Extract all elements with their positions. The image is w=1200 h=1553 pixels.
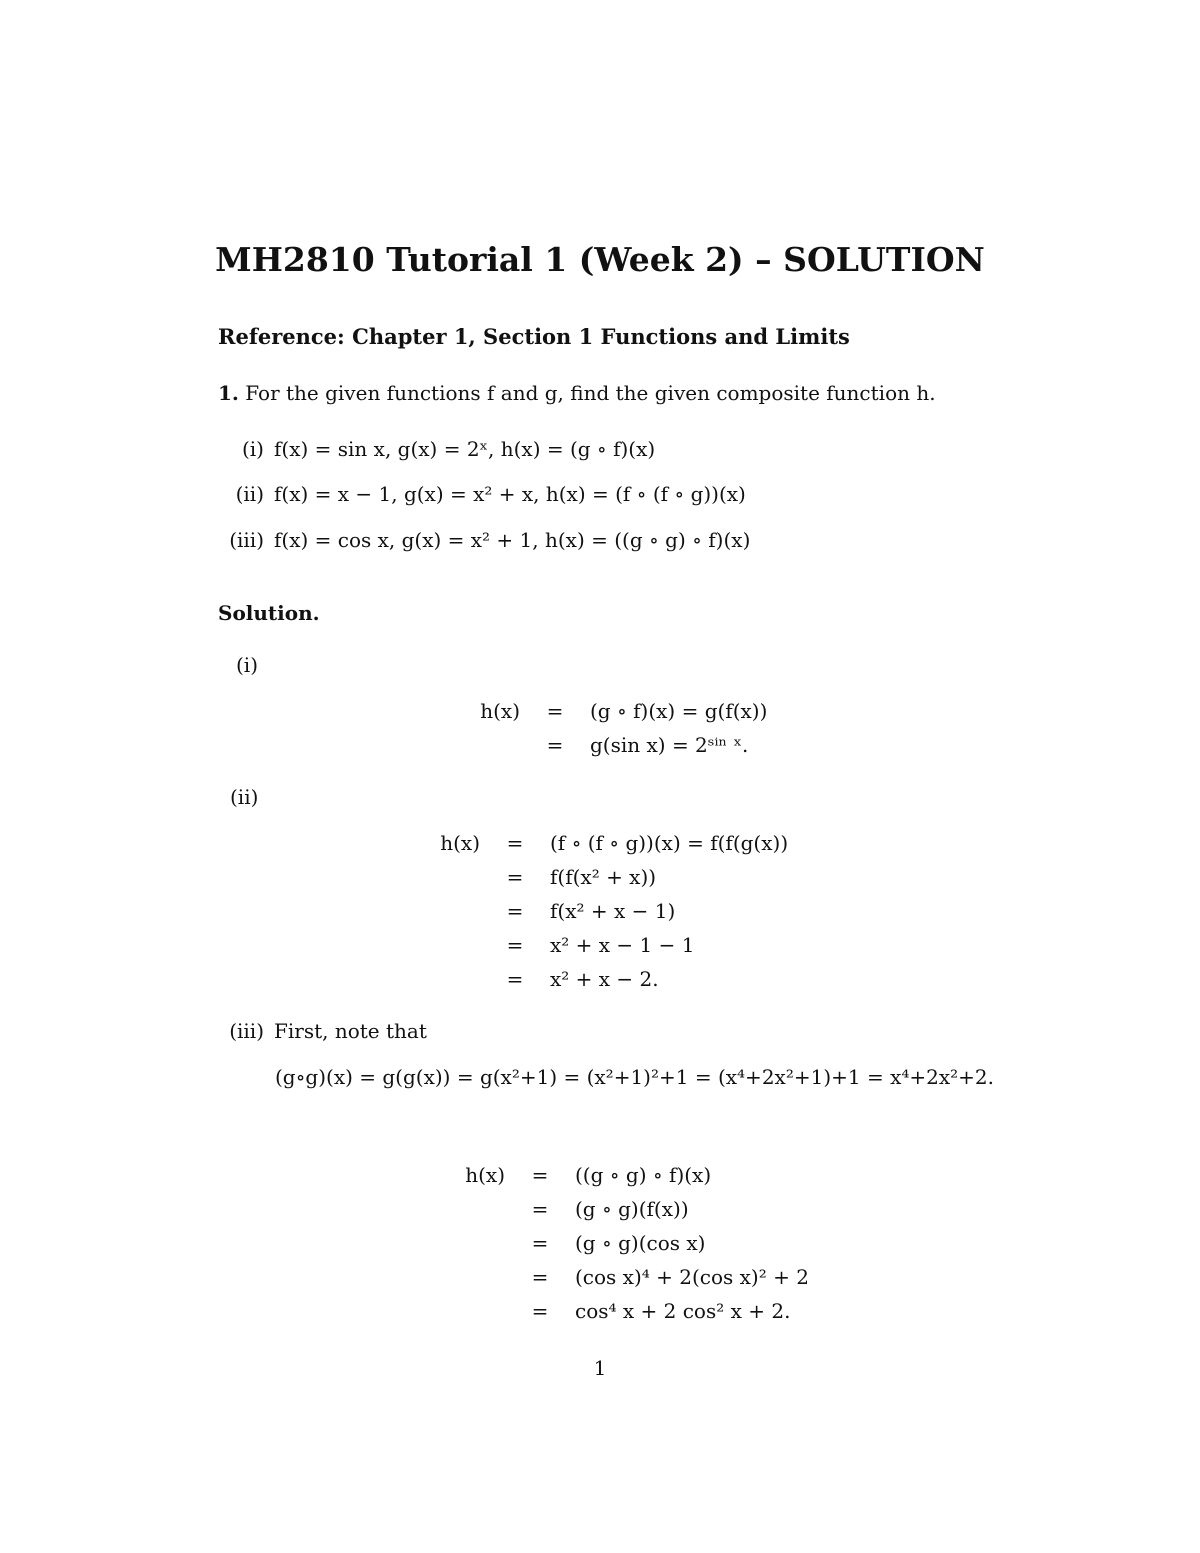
page-title: MH2810 Tutorial 1 (Week 2) – SOLUTION (215, 240, 985, 279)
part-text: f(x) = sin x, g(x) = 2ˣ, h(x) = (g ∘ f)(x) (274, 437, 656, 461)
solution-iii-heading (218, 1019, 427, 1043)
equation-rhs: f(f(x² + x)) (550, 865, 657, 889)
part-label: (iii) (229, 528, 264, 552)
equation-line (380, 962, 788, 996)
equation-lhs (405, 1192, 505, 1226)
page-number: 1 (593, 1356, 607, 1380)
equation-relation: = (546, 699, 564, 723)
equation-relation: = (506, 899, 524, 923)
equation-rhs: (cos x)⁴ + 2(cos x)² + 2 (575, 1265, 809, 1289)
equation-line (420, 728, 767, 762)
equation-rhs: (g ∘ g)(cos x) (575, 1231, 706, 1255)
equation-rhs: x² + x − 2. (550, 967, 659, 991)
equation-lhs (405, 1226, 505, 1260)
equation-relation: = (531, 1265, 549, 1289)
solution-iii-label: (iii) (229, 1019, 264, 1043)
equation-rhs: cos⁴ x + 2 cos² x + 2. (575, 1299, 791, 1323)
equation-rhs: f(x² + x − 1) (550, 899, 676, 923)
equation-relation: = (506, 831, 524, 855)
equation-line (405, 1192, 809, 1226)
equation-lhs: h(x) (465, 1163, 505, 1187)
equation-relation: = (506, 967, 524, 991)
solution-ii-label: (ii) (230, 785, 259, 809)
solution-iii-intro: First, note that (274, 1019, 427, 1043)
equation-lhs: h(x) (480, 699, 520, 723)
part-text: f(x) = cos x, g(x) = x² + 1, h(x) = ((g ∘ g) ∘ f)(x) (274, 528, 751, 552)
question-part-ii (218, 482, 746, 506)
equation-rhs: (g ∘ f)(x) = g(f(x)) (590, 699, 768, 723)
equation-line (380, 860, 788, 894)
question-part-i (218, 437, 655, 461)
equation-rhs: x² + x − 1 − 1 (550, 933, 695, 957)
solution-i-equations (420, 694, 767, 762)
equation-line (380, 894, 788, 928)
equation-relation: = (506, 865, 524, 889)
equation-lhs (380, 894, 480, 928)
equation-rhs: (f ∘ (f ∘ g))(x) = f(f(g(x)) (550, 831, 789, 855)
equation-rhs: (g ∘ g)(f(x)) (575, 1197, 689, 1221)
question-text: For the given functions f and g, find the given composite function h. (245, 381, 936, 405)
equation-lhs: h(x) (440, 831, 480, 855)
equation-lhs (380, 962, 480, 996)
equation-line (380, 928, 788, 962)
equation-line (405, 1294, 809, 1328)
equation-lhs (405, 1260, 505, 1294)
solution-iii-equations (405, 1158, 809, 1328)
equation-line (405, 1226, 809, 1260)
equation-rhs: g(sin x) = 2ˢⁱⁿ ˣ. (590, 733, 749, 757)
solution-ii-equations (380, 826, 788, 996)
solution-iii-note: (g∘g)(x) = g(g(x)) = g(x²+1) = (x²+1)²+1 = (x⁴+2x²+1)+1 = x⁴+2x²+2. (275, 1065, 994, 1089)
equation-rhs: ((g ∘ g) ∘ f)(x) (575, 1163, 712, 1187)
equation-relation: = (531, 1197, 549, 1221)
question-number: 1. (218, 381, 239, 405)
part-text: f(x) = x − 1, g(x) = x² + x, h(x) = (f ∘ (f ∘ g))(x) (274, 482, 746, 506)
equation-line (405, 1260, 809, 1294)
equation-relation: = (531, 1163, 549, 1187)
equation-lhs (380, 860, 480, 894)
equation-relation: = (506, 933, 524, 957)
equation-lhs (380, 928, 480, 962)
question-part-iii (218, 528, 750, 552)
equation-relation: = (531, 1231, 549, 1255)
equation-line (420, 694, 767, 728)
equation-line (405, 1158, 809, 1192)
question-1 (218, 381, 936, 405)
reference-heading: Reference: Chapter 1, Section 1 Functions and Limits (218, 324, 850, 349)
equation-line (380, 826, 788, 860)
solution-i-label: (i) (236, 653, 259, 677)
solution-heading: Solution. (218, 601, 320, 625)
equation-lhs (405, 1294, 505, 1328)
equation-relation: = (546, 733, 564, 757)
equation-lhs (420, 728, 520, 762)
part-label: (ii) (235, 482, 264, 506)
equation-relation: = (531, 1299, 549, 1323)
part-label: (i) (241, 437, 264, 461)
